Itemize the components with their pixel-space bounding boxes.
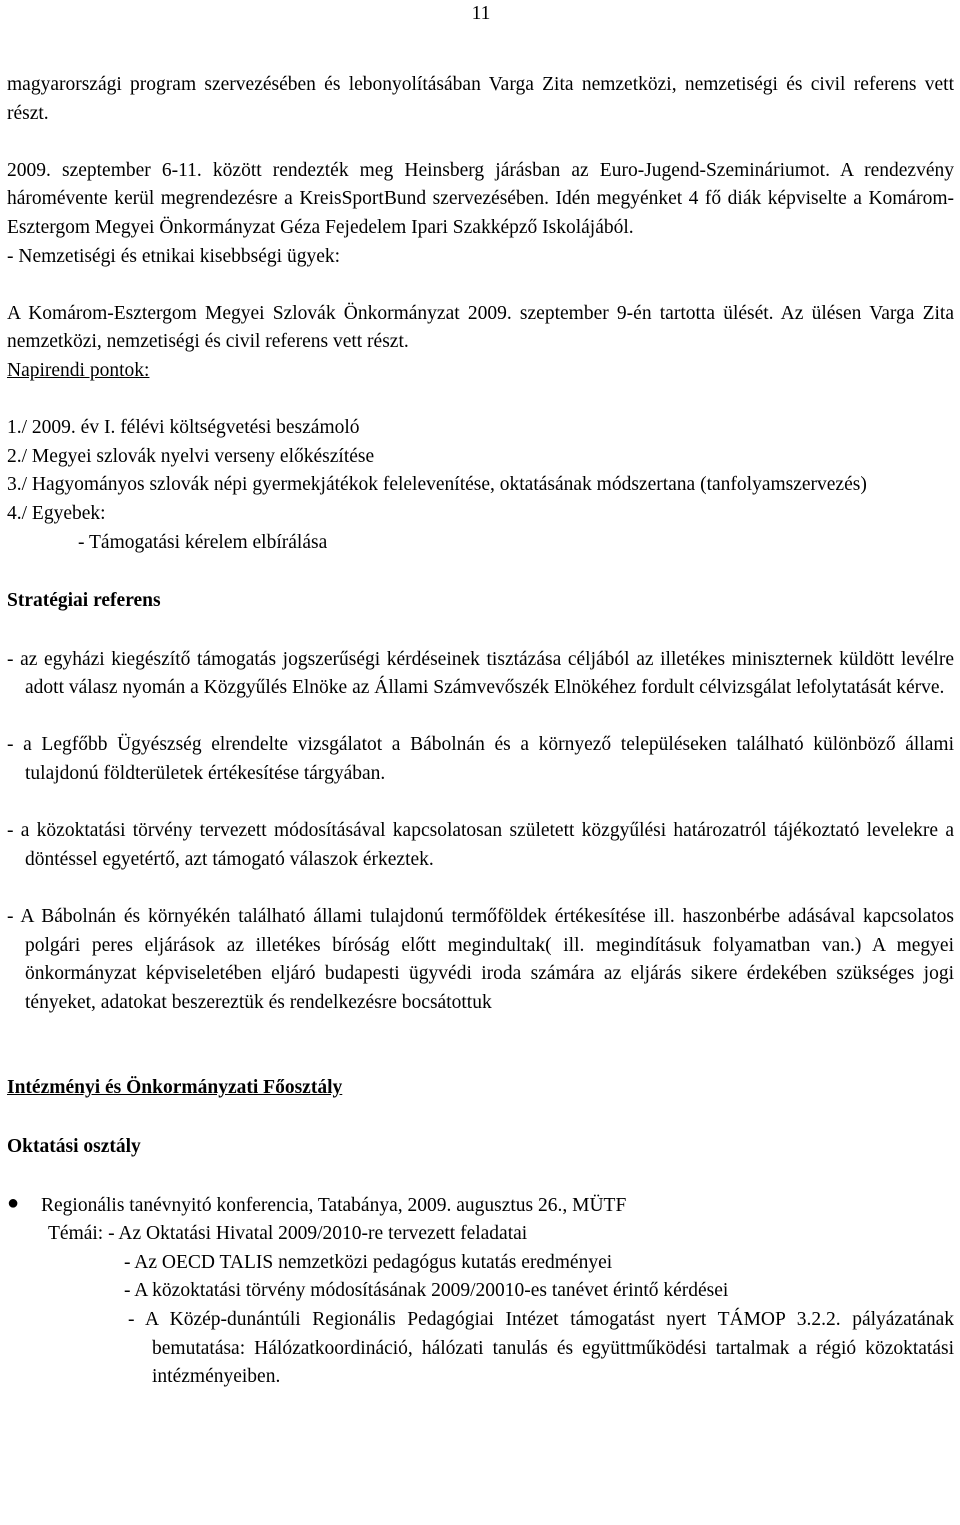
document-body xyxy=(7,71,954,1392)
topic-item: - A közoktatási törvény módosításának 2009/20010-es tanévet érintő kérdései xyxy=(124,1280,729,1302)
strategic-item: - az egyházi kiegészítő támogatás jogszerűségi kérdéseinek tisztázása céljából az illetékes miniszternek küldött levélre adott válasz nyomán a Közgyűlés Elnöke az Állami Számvevőszék Elnökéhez fordult célvizsgálat lefolytatását kérve. xyxy=(7,648,954,699)
department-heading: Intézményi és Önkormányzati Főosztály xyxy=(7,1077,343,1099)
agenda-subitem: - Támogatási kérelem elbírálása xyxy=(78,531,328,553)
strategic-item: - A Bábolnán és környékén található állami tulajdonú termőföldek értékesítése ill. haszonbérbe adásával kapcsolatos polgári peres eljárások az illetékes bíróság előtt megindultak( ill. megindításuk folyamatban van.) A megyei önkormányzat képviseletében eljáró budapesti ügyvédi iroda számára az eljárás sikere érdekében szükséges jogi tényeket, adatokat beszereztük és rendelkezésre bocsátottuk xyxy=(7,906,954,1013)
agenda-item: 3./ Hagyományos szlovák népi gyermekjátékok felelevenítése, oktatásának módszertana (tanfolyamszervezés) xyxy=(7,474,867,496)
topic-item: - A Közép-dunántúli Regionális Pedagógiai Intézet támogatást nyert TÁMOP 3.2.2. pályázatának bemutatása: Hálózatkoordináció, hálózati tanulás és együttműködési tartalmak a régió közoktatási intézményeiben. xyxy=(128,1308,954,1388)
agenda-title: Napirendi pontok: xyxy=(7,359,150,381)
topics-label: Témái: xyxy=(48,1223,104,1245)
topic-item: - Az Oktatási Hivatal 2009/2010-re tervezett feladatai xyxy=(108,1223,528,1245)
strategic-item: - a Legfőbb Ügyészség elrendelte vizsgálatot a Bábolnán és a környező településeken található különböző állami tulajdonú földterületek értékesítése tárgyában. xyxy=(7,734,954,785)
topic-item: - Az OECD TALIS nemzetközi pedagógus kutatás eredményei xyxy=(124,1251,613,1273)
paragraph: 2009. szeptember 6-11. között rendezték meg Heinsberg járásban az Euro-Jugend-Szemináriumot. A rendezvény háromévente kerül megrendezésre a KreisSportBund szervezésében. Idén megyénket 4 fő diák képviselte a Komárom-Esztergom Megyei Önkormányzat Géza Fejedelem Ipari Szakképző Iskolájából. xyxy=(7,159,954,238)
subsection-heading: Oktatási osztály xyxy=(7,1136,141,1157)
bullet-item xyxy=(7,1192,954,1221)
section-label: - Nemzetiségi és etnikai kisebbségi ügyek: xyxy=(7,245,341,267)
section-heading: Stratégiai referens xyxy=(7,590,161,612)
bullet-icon: ● xyxy=(7,1191,20,1214)
agenda-item: 1./ 2009. év I. félévi költségvetési beszámoló xyxy=(7,417,360,439)
topics-line xyxy=(7,1220,954,1249)
strategic-item: - a közoktatási törvény tervezett módosításával kapcsolatosan született közgyűlési határozatról tájékoztató levelekre a döntéssel egyetértő, azt támogató válaszok érkeztek. xyxy=(7,820,954,870)
paragraph: A Komárom-Esztergom Megyei Szlovák Önkormányzat 2009. szeptember 9-én tartotta ülését. Az ülésen Varga Zita nemzetközi, nemzetiségi és civil referens vett részt. xyxy=(7,302,954,353)
bullet-text: Regionális tanévnyitó konferencia, Tatabánya, 2009. augusztus 26., MÜTF xyxy=(41,1194,627,1216)
agenda-item: 2./ Megyei szlovák nyelvi verseny előkészítése xyxy=(7,445,375,467)
page-number: 11 xyxy=(471,3,491,24)
agenda-item: 4./ Egyebek: xyxy=(7,502,106,524)
paragraph: magyarországi program szervezésében és lebonyolításában Varga Zita nemzetközi, nemzetiségi és civil referens vett részt. xyxy=(7,74,954,124)
